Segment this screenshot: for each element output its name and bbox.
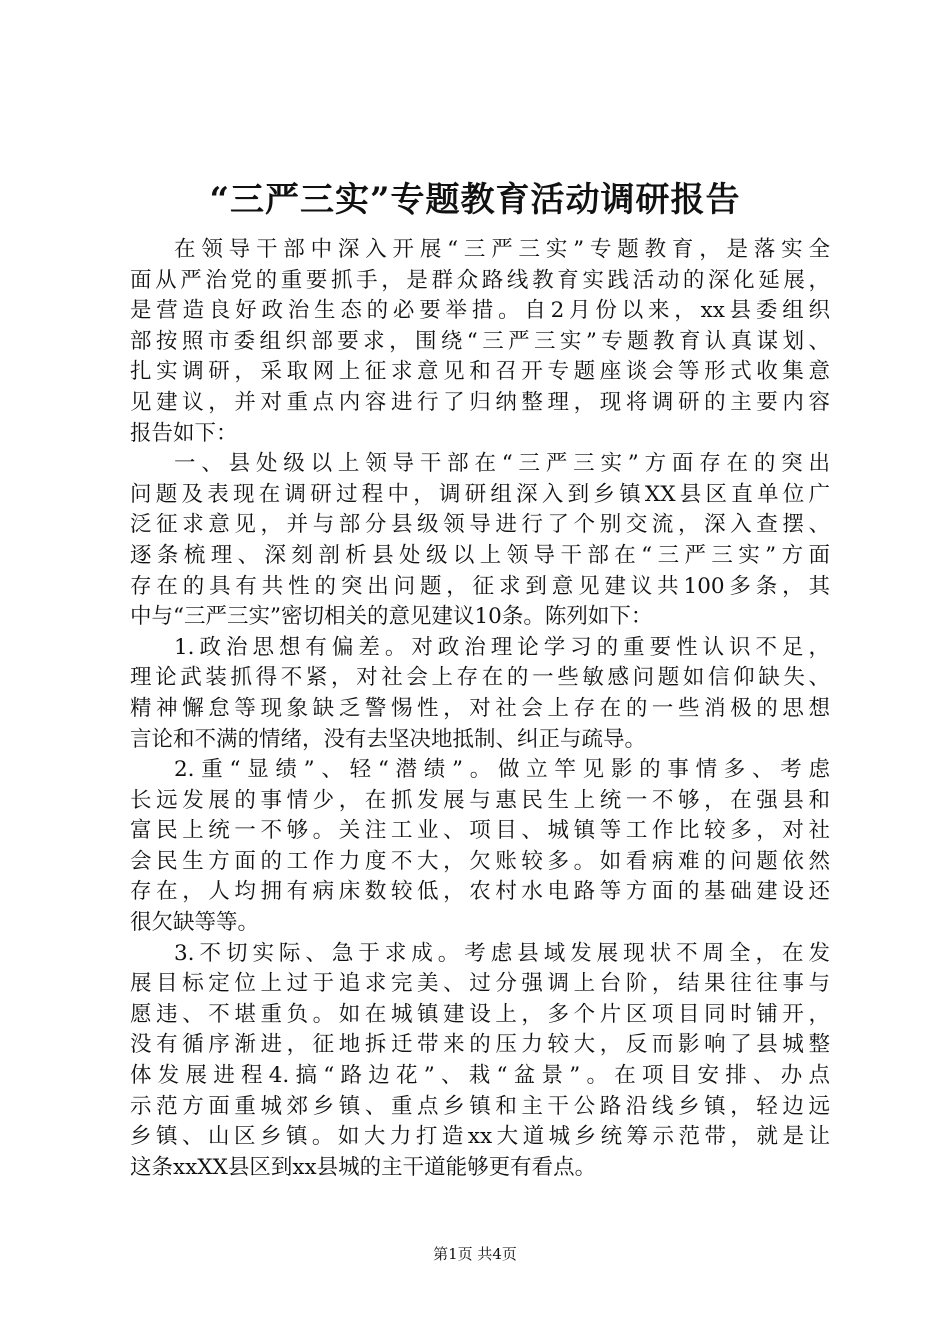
text-line: 愿违、不堪重负。如在城镇建设上，多个片区项目同时铺开， (130, 1001, 830, 1027)
page-footer: 第1页 共4页 (433, 1245, 517, 1263)
text-line: 3.不切实际、急于求成。考虑县域发展现状不周全，在发 (174, 940, 830, 966)
text-line: 一、县处级以上领导干部在“三严三实”方面存在的突出 (174, 451, 830, 477)
text-line: 2.重“显绩”、轻“潜绩”。做立竿见影的事情多、考虑 (174, 757, 830, 783)
text-line: 很欠缺等等。 (130, 910, 260, 936)
text-line: 言论和不满的情绪，没有去坚决地抵制、纠正与疏导。 (130, 726, 647, 752)
text-line: 中与“三严三实”密切相关的意见建议10条。陈列如下： (130, 604, 653, 630)
text-line: 逐条梳理、深刻剖析县处级以上领导干部在“三严三实”方面 (130, 542, 830, 568)
text-line: 没有循序渐进，征地拆迁带来的压力较大，反而影响了县城整 (130, 1032, 830, 1058)
text-line: 存在，人均拥有病床数较低，农村水电路等方面的基础建设还 (130, 879, 830, 905)
text-line: 是营造良好政治生态的必要举措。自2月份以来，xx县委组织 (130, 298, 830, 324)
text-line: 存在的具有共性的突出问题，征求到意见建议共100多条，其 (130, 573, 830, 599)
text-line: 部按照市委组织部要求，围绕“三严三实”专题教育认真谋划、 (130, 328, 830, 354)
text-line: 面从严治党的重要抓手，是群众路线教育实践活动的深化延展， (130, 267, 830, 293)
text-line: 泛征求意见，并与部分县级领导进行了个别交流，深入查摆、 (130, 512, 830, 538)
text-line: 精神懈怠等现象缺乏警惕性，对社会上存在的一些消极的思想 (130, 695, 830, 721)
text-line: 问题及表现在调研过程中，调研组深入到乡镇XX县区直单位广 (130, 481, 830, 507)
document-title: “三严三实”专题教育活动调研报告 (209, 180, 741, 220)
text-line: 示范方面重城郊乡镇、重点乡镇和主干公路沿线乡镇，轻边远 (130, 1093, 830, 1119)
text-line: 展目标定位上过于追求完美、过分强调上台阶，结果往往事与 (130, 971, 830, 997)
document-body (130, 235, 830, 1183)
text-line: 报告如下： (130, 420, 238, 446)
text-line: 这条xxXX县区到xx县城的主干道能够更有看点。 (130, 1154, 597, 1180)
text-line: 乡镇、山区乡镇。如大力打造xx大道城乡统筹示范带，就是让 (130, 1124, 830, 1150)
text-line: 会民生方面的工作力度不大，欠账较多。如看病难的问题依然 (130, 848, 830, 874)
text-line: 在领导干部中深入开展“三严三实”专题教育，是落实全 (174, 237, 830, 262)
text-line: 见建议，并对重点内容进行了归纳整理，现将调研的主要内容 (130, 389, 830, 415)
text-line: 扎实调研，采取网上征求意见和召开专题座谈会等形式收集意 (130, 359, 830, 385)
text-line: 1.政治思想有偏差。对政治理论学习的重要性认识不足， (174, 634, 830, 660)
text-line: 富民上统一不够。关注工业、项目、城镇等工作比较多，对社 (130, 818, 830, 844)
text-line: 长远发展的事情少，在抓发展与惠民生上统一不够，在强县和 (130, 787, 830, 813)
text-line: 体发展进程4.搞“路边花”、栽“盆景”。在项目安排、办点 (130, 1063, 830, 1089)
text-line: 理论武装抓得不紧，对社会上存在的一些敏感问题如信仰缺失、 (130, 665, 830, 691)
